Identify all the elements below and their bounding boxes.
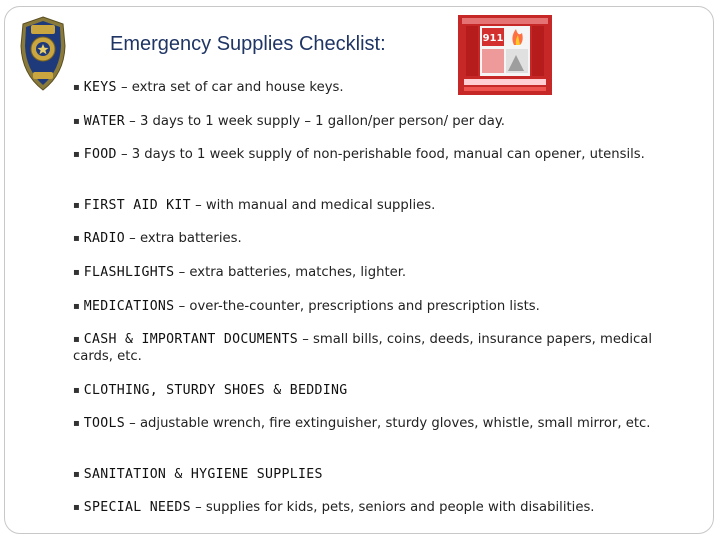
item-keyword: WATER xyxy=(83,114,125,129)
bullet-icon: ▪ xyxy=(73,334,80,345)
item-description: – 3 days to 1 week supply of non-perishable food, manual can opener, utensils. xyxy=(116,147,645,162)
page-title: Emergency Supplies Checklist: xyxy=(110,33,386,55)
checklist-item-food xyxy=(73,146,693,163)
bullet-icon: ▪ xyxy=(73,502,80,513)
item-description: – extra batteries. xyxy=(124,231,242,246)
bullet-icon: ▪ xyxy=(73,82,80,93)
bullet-icon: ▪ xyxy=(73,418,80,429)
bullet-icon: ▪ xyxy=(73,149,80,160)
bullet-icon: ▪ xyxy=(73,233,80,244)
checklist-item-cash-documents xyxy=(73,331,693,365)
item-keyword: CASH & IMPORTANT DOCUMENTS xyxy=(83,332,299,347)
checklist-item-medications xyxy=(73,298,693,315)
item-keyword: FOOD xyxy=(83,147,117,162)
police-badge-logo xyxy=(18,16,68,92)
item-description: – supplies for kids, pets, seniors and people with disabilities. xyxy=(190,500,595,515)
checklist-item-sanitation xyxy=(73,466,693,483)
checklist-item-water xyxy=(73,113,693,130)
checklist-item-first-aid-kit xyxy=(73,197,693,214)
checklist-item-special-needs xyxy=(73,499,693,516)
bullet-icon: ▪ xyxy=(73,301,80,312)
bullet-icon: ▪ xyxy=(73,267,80,278)
item-description: – extra batteries, matches, lighter. xyxy=(174,265,407,280)
item-description: – with manual and medical supplies. xyxy=(190,198,436,213)
item-keyword: TOOLS xyxy=(83,416,125,431)
item-keyword: CLOTHING, STURDY SHOES & BEDDING xyxy=(83,383,348,398)
item-keyword: KEYS xyxy=(83,80,117,95)
item-description: – 3 days to 1 week supply – 1 gallon/per person/ per day. xyxy=(124,114,505,129)
checklist-item-radio xyxy=(73,230,693,247)
bullet-icon: ▪ xyxy=(73,200,80,211)
bullet-icon: ▪ xyxy=(73,469,80,480)
item-description: – small bills, coins, deeds, insurance papers, medical cards, etc. xyxy=(73,332,653,364)
item-keyword: MEDICATIONS xyxy=(83,299,175,314)
item-description: – over-the-counter, prescriptions and prescription lists. xyxy=(174,299,540,314)
item-keyword: RADIO xyxy=(83,231,125,246)
bullet-icon: ▪ xyxy=(73,116,80,127)
checklist-item-clothing xyxy=(73,382,693,399)
checklist-item-flashlights xyxy=(73,264,693,281)
item-keyword: FIRST AID KIT xyxy=(83,198,191,213)
item-keyword: SPECIAL NEEDS xyxy=(83,500,191,515)
checklist-item-keys xyxy=(73,79,693,96)
svg-text:911: 911 xyxy=(482,33,504,44)
item-description: – extra set of car and house keys. xyxy=(116,80,344,95)
bullet-icon: ▪ xyxy=(73,385,80,396)
checklist-item-tools xyxy=(73,415,693,432)
item-keyword: FLASHLIGHTS xyxy=(83,265,175,280)
item-keyword: SANITATION & HYGIENE SUPPLIES xyxy=(83,467,323,482)
item-description: – adjustable wrench, fire extinguisher, sturdy gloves, whistle, small mirror, etc. xyxy=(124,416,651,431)
